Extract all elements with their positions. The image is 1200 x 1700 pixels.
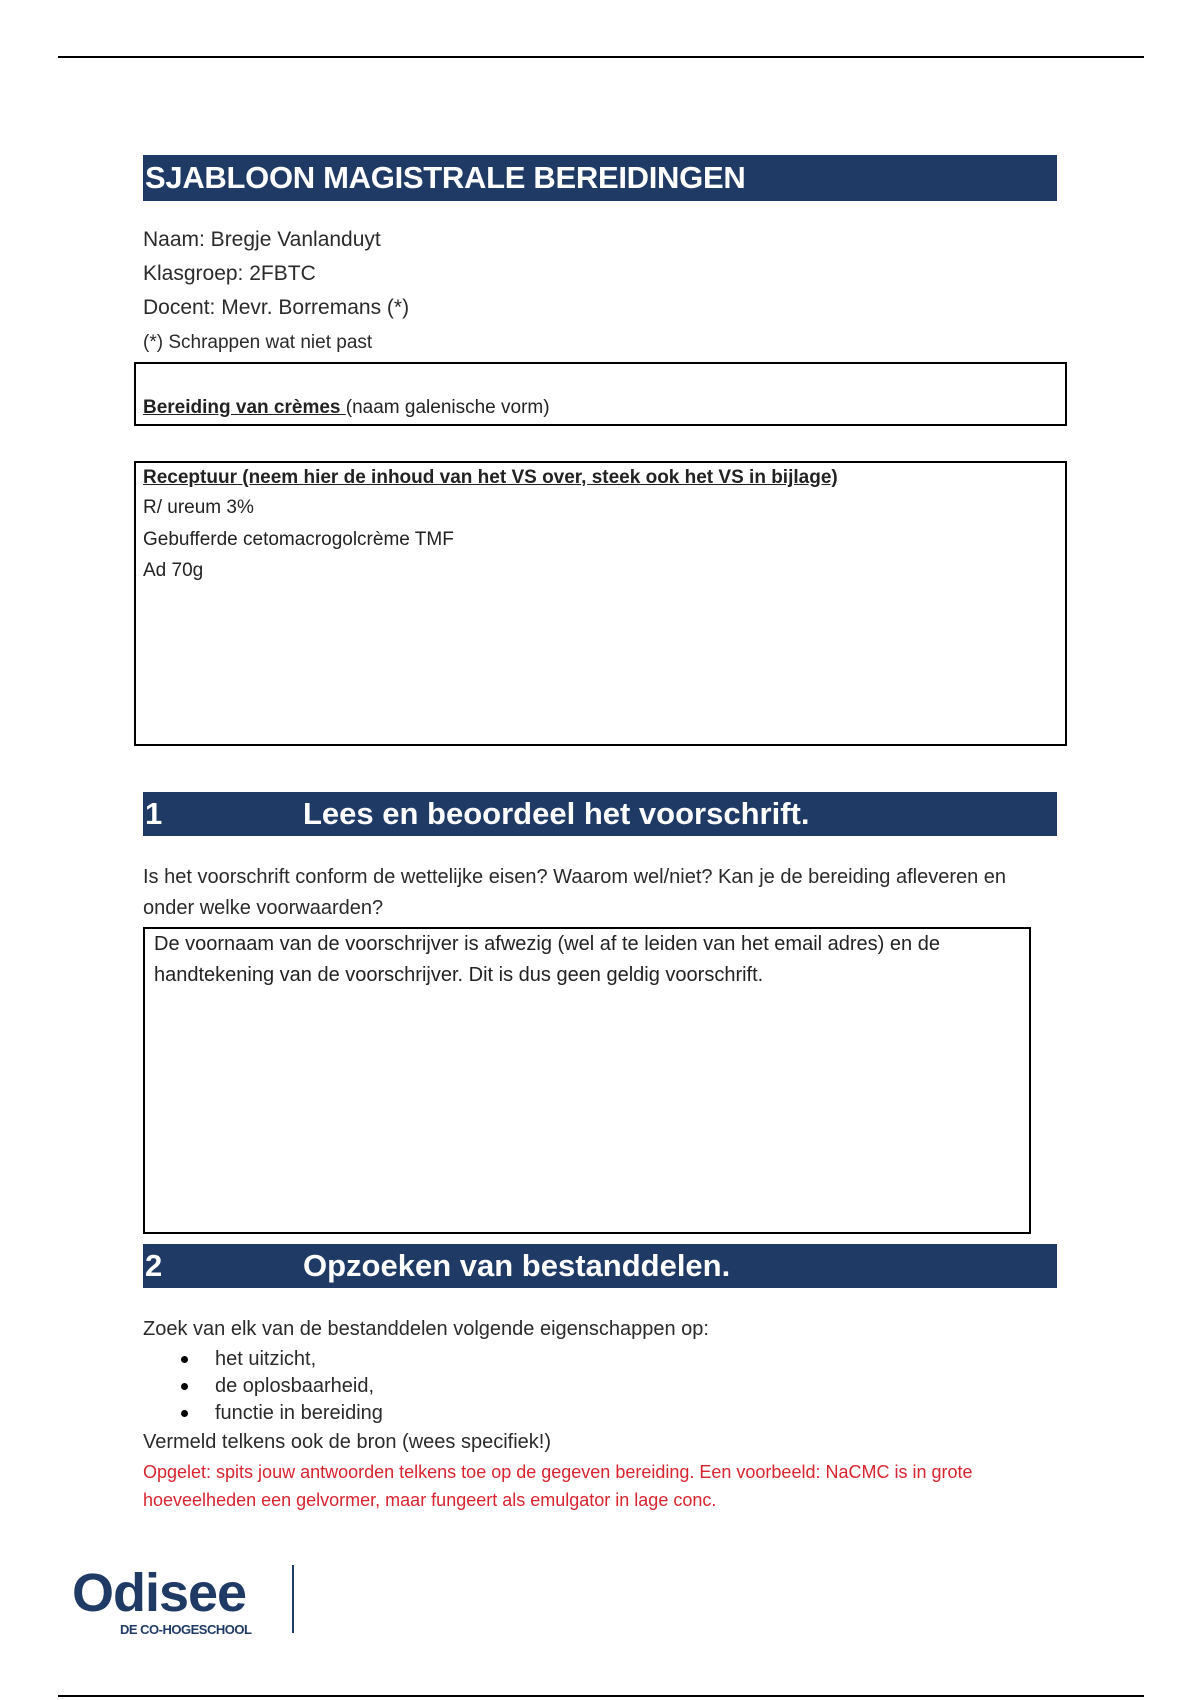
section-2-number: 2: [145, 1248, 163, 1283]
section-1-number: 1: [145, 796, 163, 831]
recipe-heading: Receptuur (neem hier de inhoud van het VS over, steek ook het VS in bijlage): [143, 467, 838, 488]
recipe-box: [134, 461, 1067, 746]
section-2-title: Opzoeken van bestanddelen.: [303, 1248, 731, 1283]
galenic-form-label: Bereiding van crèmes: [143, 397, 346, 418]
bottom-rule: [58, 1695, 1144, 1697]
section-2-banner: [143, 1244, 1057, 1288]
properties-list: [143, 1346, 383, 1427]
teacher-line: Docent: Mevr. Borremans (*): [143, 296, 410, 319]
odisee-logo: [72, 1560, 312, 1640]
section-2-intro: Zoek van elk van de bestanddelen volgende eigenschappen op:: [143, 1318, 709, 1340]
recipe-line: R/ ureum 3%: [143, 497, 254, 518]
recipe-line: Ad 70g: [143, 560, 204, 581]
section-1-title: Lees en beoordeel het voorschrift.: [303, 796, 810, 831]
warning-note: Opgelet: spits jouw antwoorden telkens toe op de gegeven bereiding. Een voorbeeld: NaCMC is in grote hoeveelheden een gelvormer, maar fungeert als emulgator in lage conc.: [143, 1462, 973, 1510]
recipe-line: Gebufferde cetomacrogolcrème TMF: [143, 529, 454, 550]
galenic-form-box: [134, 362, 1067, 426]
logo-tagline: DE CO-HOGESCHOOL: [120, 1622, 252, 1637]
logo-wordmark: Odisee: [72, 1563, 247, 1623]
name-line: Naam: Bregje Vanlanduyt: [143, 228, 381, 251]
source-note: Vermeld telkens ook de bron (wees specifiek!): [143, 1431, 551, 1453]
strike-note: (*) Schrappen wat niet past: [143, 332, 373, 353]
logo-divider: [292, 1565, 294, 1633]
top-rule: [58, 56, 1144, 58]
class-line: Klasgroep: 2FBTC: [143, 262, 316, 285]
section-1-answer: De voornaam van de voorschrijver is afwezig (wel af te leiden van het email adres) en de handtekening van de voorschrijver. Dit is dus geen geldig voorschrift.: [154, 933, 940, 986]
galenic-form-hint: (naam galenische vorm): [345, 397, 550, 418]
list-item: functie in bereiding: [143, 1400, 383, 1427]
page-title: SJABLOON MAGISTRALE BEREIDINGEN: [143, 155, 1057, 201]
section-1-question: Is het voorschrift conform de wettelijke eisen? Waarom wel/niet? Kan je de bereiding afleveren en onder welke voorwaarden?: [143, 866, 1007, 919]
section-1-banner: [143, 792, 1057, 836]
galenic-form-line: [143, 397, 550, 419]
list-item: het uitzicht,: [143, 1346, 383, 1373]
list-item: de oplosbaarheid,: [143, 1373, 383, 1400]
section-1-answer-box[interactable]: [143, 927, 1031, 1234]
